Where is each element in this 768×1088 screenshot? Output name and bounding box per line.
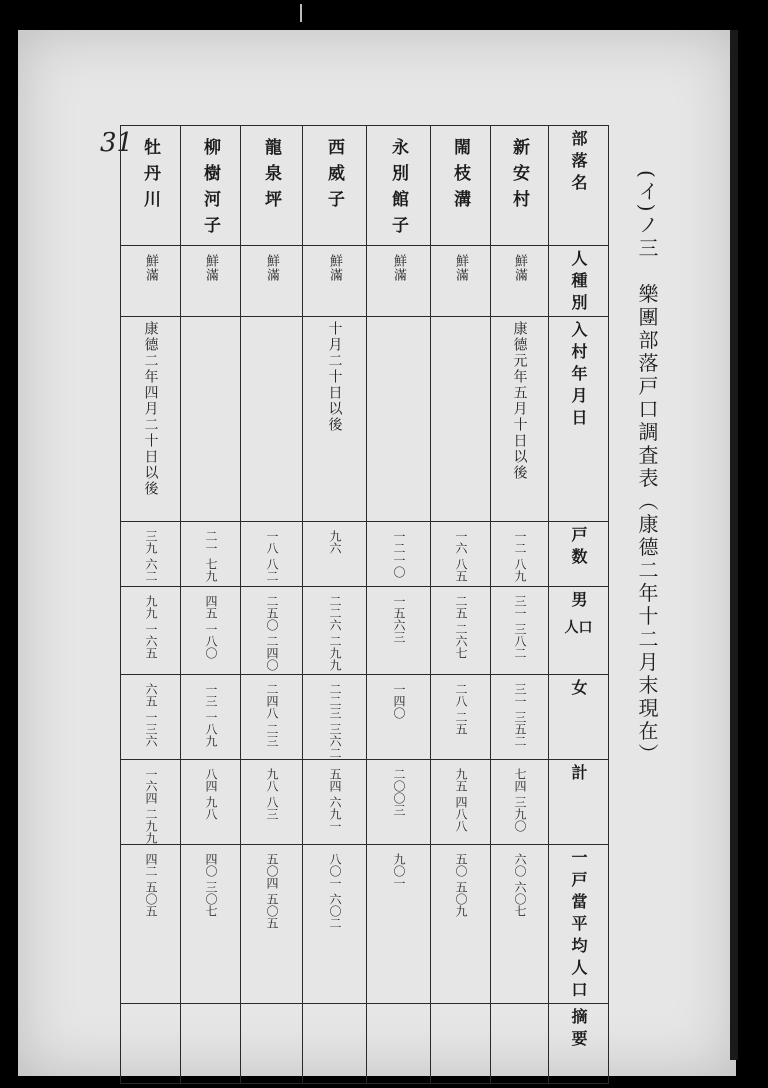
cell-value: 康德二年四月二十日以後 [142, 321, 159, 497]
cell-value: 三一 三八二 [513, 595, 527, 659]
village-name: 永別館子 [388, 138, 408, 242]
table-cell [491, 844, 549, 1003]
table-cell [121, 844, 181, 1003]
header-cell [549, 844, 609, 1003]
population-header: 人口 [564, 620, 593, 636]
cell-value: 鮮滿 [512, 254, 527, 282]
table-row [121, 246, 609, 317]
table-cell [121, 759, 181, 844]
header-cell [549, 246, 609, 317]
village-name: 柳樹河子 [200, 138, 220, 242]
cell-value: 鮮滿 [327, 254, 342, 282]
table-cell [303, 844, 367, 1003]
column-header: 女 [569, 679, 588, 701]
cell-value: 鮮滿 [203, 254, 218, 282]
table-cell [431, 844, 491, 1003]
table-cell [431, 126, 491, 246]
table-cell [431, 522, 491, 587]
table-cell [181, 126, 241, 246]
cell-value: 四〇 三〇七 [204, 852, 218, 917]
cell-value: 七四 三九〇 [513, 767, 527, 832]
table-cell [303, 759, 367, 844]
table-cell [181, 522, 241, 587]
table-row [121, 844, 609, 1003]
cell-value: 二五 二六七 [454, 595, 468, 659]
cell-value: 一六四 二九九 [144, 767, 158, 844]
cell-value: 二五〇 二四〇 [265, 595, 279, 671]
table-cell [121, 675, 181, 760]
column-header: 人種別 [569, 250, 588, 316]
table-cell [303, 317, 367, 522]
cell-value: 一二一〇 [392, 530, 406, 578]
header-cell [549, 317, 609, 522]
cell-value: 三九 六二 [144, 530, 158, 582]
paper-edge [730, 30, 738, 1060]
cell-value: 四五 一八〇 [204, 595, 218, 659]
cell-value: 一二 八九 [513, 530, 527, 582]
table-cell [491, 317, 549, 522]
table-row [121, 317, 609, 522]
table-cell [431, 1003, 491, 1083]
table-cell [121, 126, 181, 246]
village-name: 牡丹川 [140, 138, 160, 216]
table-row [121, 522, 609, 587]
header-cell [549, 675, 609, 760]
cell-value: 二〇〇三 [392, 767, 406, 816]
table-cell [303, 522, 367, 587]
census-table [120, 125, 609, 1084]
table-cell [367, 675, 431, 760]
table-cell [241, 1003, 303, 1083]
table-cell [241, 844, 303, 1003]
cell-value: 鮮滿 [453, 254, 468, 282]
page-number: 31 [100, 128, 134, 158]
cell-value: 五四 六九一 [328, 767, 342, 832]
cell-value: 二二六 二九九 [328, 595, 342, 671]
table-cell [241, 317, 303, 522]
table-cell [181, 246, 241, 317]
table-cell [367, 246, 431, 317]
table-cell [367, 844, 431, 1003]
header-cell [549, 522, 609, 587]
header-cell [549, 759, 609, 844]
table-cell [431, 675, 491, 760]
scan-mark [300, 4, 302, 22]
table-cell [303, 1003, 367, 1083]
cell-value: 康德元年五月十日以後 [511, 321, 528, 481]
table-cell [303, 675, 367, 760]
table-row [121, 587, 609, 675]
table-row [121, 1003, 609, 1083]
header-cell [549, 126, 609, 246]
column-header: 戸数 [569, 526, 588, 570]
cell-value: 九六 [328, 530, 342, 554]
table-cell [241, 522, 303, 587]
table-cell [121, 246, 181, 317]
table-cell [121, 587, 181, 675]
table-cell [491, 759, 549, 844]
cell-value: 六五 一三六 [144, 683, 158, 747]
column-header: 一戸當平均人口 [569, 848, 588, 1003]
table-row [121, 675, 609, 760]
village-name: 新安村 [509, 138, 529, 216]
table-cell [241, 126, 303, 246]
table-cell [303, 126, 367, 246]
header-cell [549, 587, 609, 675]
table-cell [181, 844, 241, 1003]
cell-value: 九八 八三 [265, 767, 279, 820]
column-header: 入村年月日 [569, 321, 588, 431]
table-cell [367, 317, 431, 522]
document-title: (イ)ノ三 樂團部落戸口調査表（康德二年十二月末現在） [635, 170, 659, 767]
cell-value: 鮮滿 [264, 254, 279, 282]
table-cell [181, 675, 241, 760]
table-cell [367, 1003, 431, 1083]
table-cell [491, 1003, 549, 1083]
table-cell [367, 126, 431, 246]
cell-value: 鮮滿 [143, 254, 158, 282]
table-cell [431, 759, 491, 844]
cell-value: 九五 四八八 [454, 767, 468, 832]
table-cell [491, 246, 549, 317]
table-cell [491, 126, 549, 246]
cell-value: 一四〇 [392, 683, 406, 719]
cell-value: 八〇一 六〇二 [328, 852, 342, 929]
cell-value: 六〇 六〇七 [513, 852, 527, 917]
village-name: 龍泉坪 [261, 138, 281, 216]
column-header: 部落名 [569, 130, 588, 196]
table-cell [491, 522, 549, 587]
table-cell [181, 587, 241, 675]
table-cell [121, 522, 181, 587]
village-name: 西威子 [324, 138, 344, 216]
cell-value: 一六 八五 [454, 530, 468, 582]
table-cell [181, 317, 241, 522]
column-header: 男 [569, 591, 588, 613]
cell-value: 五〇 五〇九 [454, 852, 468, 917]
table-cell [367, 587, 431, 675]
table-cell [303, 246, 367, 317]
cell-value: 二二三 三六二 [328, 683, 342, 759]
table-cell [121, 317, 181, 522]
table-cell [367, 522, 431, 587]
table-cell [241, 759, 303, 844]
table-cell [241, 587, 303, 675]
table-cell [181, 1003, 241, 1083]
cell-value: 二八 二五 [454, 683, 468, 735]
village-name: 閙枝溝 [450, 138, 470, 216]
cell-value: 二四八 二三 [265, 683, 279, 747]
table-cell [431, 246, 491, 317]
cell-value: 十月二十日以後 [326, 321, 343, 433]
table-cell [431, 587, 491, 675]
cell-value: 一八 八二 [265, 530, 279, 582]
cell-value: 四二 五〇五 [144, 852, 158, 917]
table-cell [491, 587, 549, 675]
table-cell [241, 675, 303, 760]
table-cell [491, 675, 549, 760]
cell-value: 三一 三五二 [513, 683, 527, 747]
table-cell [181, 759, 241, 844]
column-header: 計 [569, 763, 588, 786]
cell-value: 八四 九八 [204, 767, 218, 820]
table-cell [303, 587, 367, 675]
table-cell [241, 246, 303, 317]
table-row [121, 126, 609, 246]
cell-value: 鮮滿 [391, 254, 406, 282]
table-row [121, 759, 609, 844]
cell-value: 一三 一八九 [204, 683, 218, 747]
table-cell [367, 759, 431, 844]
table-cell [431, 317, 491, 522]
cell-value: 九九 一六五 [144, 595, 158, 659]
header-cell [549, 1003, 609, 1083]
cell-value: 一五六三 [392, 595, 406, 643]
cell-value: 九〇一 [392, 852, 406, 889]
table-cell [121, 1003, 181, 1083]
column-header: 摘要 [569, 1007, 588, 1052]
cell-value: 五〇四 五〇五 [265, 852, 279, 929]
cell-value: 二一 七九 [204, 530, 218, 582]
